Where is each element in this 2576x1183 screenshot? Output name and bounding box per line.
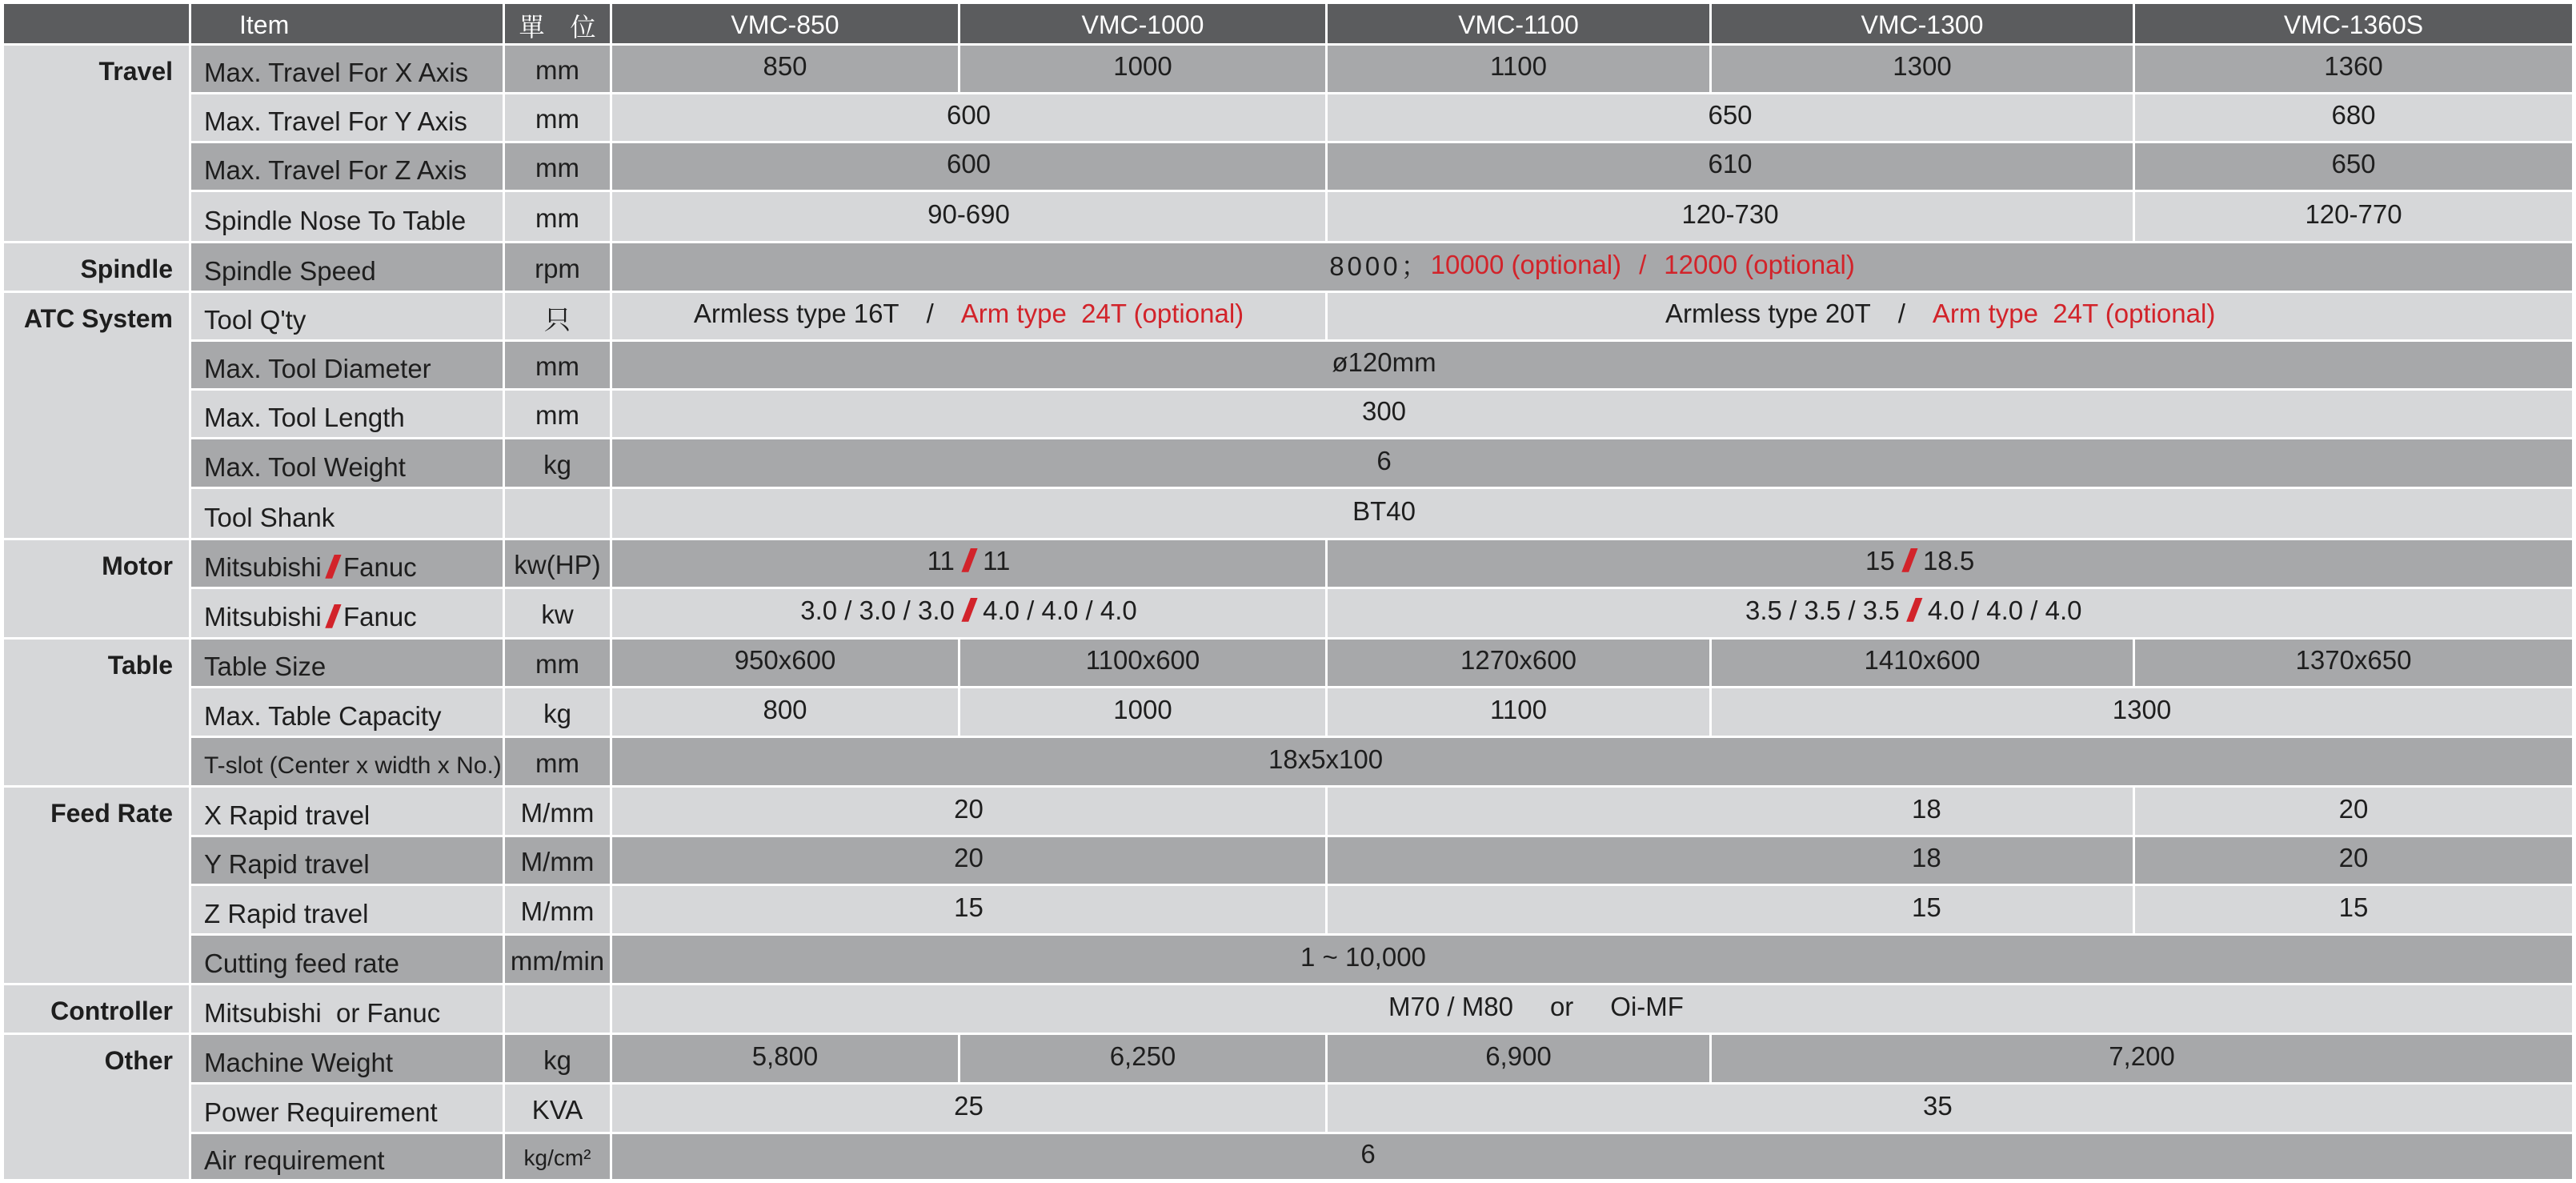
value-axis-motor-1100-1360s — [1328, 589, 2572, 637]
value-x-travel-vmc-1000: 1000 — [960, 46, 1325, 92]
category-atc-system: ATC System — [4, 293, 189, 538]
row-label-t-slot: T-slot (Center x width x No.) — [191, 738, 503, 785]
axis-motor-left-divider: // — [962, 592, 970, 628]
header-model-vmc-1100: VMC-1100 — [1328, 4, 1709, 43]
spindle-speed-base: 8000； — [1329, 251, 1431, 281]
category-spindle: Spindle — [4, 243, 189, 291]
value-air-requirement: 6 — [612, 1134, 2572, 1179]
value-power-850-1000: 25 — [612, 1085, 1325, 1132]
value-table-size-vmc-1300: 1410x600 — [1712, 640, 2133, 686]
value-table-capacity-vmc-1100: 1100 — [1328, 688, 1709, 736]
row-label-air-requirement: Air requirement — [191, 1134, 503, 1179]
axis-motor-right-divider: // — [1907, 592, 1914, 628]
row-unit-tool-qty: 只 — [505, 293, 610, 339]
value-x-rapid-1100-1300: 18 — [1328, 788, 2133, 835]
row-label-y-travel: Max. Travel For Y Axis — [191, 94, 503, 141]
row-unit-spindle-speed: rpm — [505, 243, 610, 291]
spindle-motor-left-mitsubishi: 11 — [927, 546, 955, 575]
tool-qty-right-separator: / — [1897, 299, 1905, 328]
row-label-y-rapid: Y Rapid travel — [191, 837, 503, 884]
value-spindle-nose-1360s: 120-770 — [2135, 192, 2572, 241]
value-table-capacity-vmc-850: 800 — [612, 688, 958, 736]
value-y-travel-1100-1300: 650 — [1328, 94, 2133, 141]
row-unit-table-size: mm — [505, 640, 610, 686]
spindle-motor-left-fanuc: 11 — [983, 546, 1011, 575]
row-unit-y-rapid: M/mm — [505, 837, 610, 884]
spindle-motor-divider: // — [326, 549, 333, 585]
row-unit-x-rapid: M/mm — [505, 788, 610, 835]
spindle-speed-optional-10000: 10000 (optional) — [1430, 249, 1622, 279]
row-unit-tool-weight: kg — [505, 439, 610, 487]
row-unit-controller — [505, 985, 610, 1033]
row-unit-z-rapid: M/mm — [505, 886, 610, 933]
value-spindle-motor-1100-1360s — [1328, 540, 2572, 587]
row-unit-axis-motor: kw — [505, 589, 610, 637]
value-machine-weight-1300-1360s: 7,200 — [1712, 1035, 2572, 1082]
row-label-z-travel: Max. Travel For Z Axis — [191, 143, 503, 190]
value-cutting-feed: 1 ~ 10,000 — [612, 936, 2572, 983]
value-table-size-vmc-1000: 1100x600 — [960, 640, 1325, 686]
value-machine-weight-vmc-1100: 6,900 — [1328, 1035, 1709, 1082]
row-unit-y-travel: mm — [505, 94, 610, 141]
row-label-x-rapid: X Rapid travel — [191, 788, 503, 835]
row-label-tool-shank: Tool Shank — [191, 489, 503, 538]
tool-qty-left-arm-optional: Arm type 24T (optional) — [960, 299, 1244, 328]
header-model-vmc-1300: VMC-1300 — [1712, 4, 2133, 43]
value-x-travel-vmc-1360s: 1360 — [2135, 46, 2572, 92]
value-x-rapid-1360s: 20 — [2135, 788, 2572, 835]
value-tool-diameter: ø120mm — [612, 342, 2572, 388]
axis-motor-right-fanuc: 4.0 / 4.0 / 4.0 — [1927, 596, 2082, 625]
row-unit-spindle-motor: kw(HP) — [505, 540, 610, 587]
row-label-cutting-feed: Cutting feed rate — [191, 936, 503, 983]
value-y-travel-1360s: 680 — [2135, 94, 2572, 141]
value-table-capacity-vmc-1000: 1000 — [960, 688, 1325, 736]
row-label-tool-length: Max. Tool Length — [191, 391, 503, 437]
value-x-travel-vmc-850: 850 — [612, 46, 958, 92]
row-label-z-rapid: Z Rapid travel — [191, 886, 503, 933]
value-z-travel-1360s: 650 — [2135, 143, 2572, 190]
axis-motor-right-mitsubishi: 3.5 / 3.5 / 3.5 — [1745, 596, 1900, 625]
category-feed-rate: Feed Rate — [4, 788, 189, 983]
row-label-tool-qty: Tool Q'ty — [191, 293, 503, 339]
row-label-tool-diameter: Max. Tool Diameter — [191, 342, 503, 388]
value-table-size-vmc-1100: 1270x600 — [1328, 640, 1709, 686]
value-y-rapid-850-1000: 20 — [612, 837, 1325, 884]
row-label-spindle-nose: Spindle Nose To Table — [191, 192, 503, 241]
value-tool-shank: BT40 — [612, 489, 2572, 538]
tool-qty-left-armless: Armless type 16T — [693, 299, 899, 328]
spindle-motor-fanuc: Fanuc — [343, 552, 417, 582]
value-tool-qty-850-1000 — [612, 293, 1325, 339]
value-spindle-speed — [612, 243, 2572, 291]
spindle-motor-right-divider: // — [1902, 543, 1909, 579]
value-tool-length: 300 — [612, 391, 2572, 437]
spindle-motor-right-fanuc: 18.5 — [1922, 546, 1975, 575]
value-y-rapid-1100-1300: 18 — [1328, 837, 2133, 884]
header-blank-cell — [4, 4, 189, 43]
category-motor: Motor — [4, 540, 189, 637]
row-label-tool-weight: Max. Tool Weight — [191, 439, 503, 487]
value-spindle-motor-850-1000 — [612, 540, 1325, 587]
row-unit-cutting-feed: mm/min — [505, 936, 610, 983]
value-z-rapid-1360s: 15 — [2135, 886, 2572, 933]
value-z-travel-1100-1300: 610 — [1328, 143, 2133, 190]
category-table: Table — [4, 640, 189, 785]
value-machine-weight-vmc-850: 5,800 — [612, 1035, 958, 1082]
value-tool-qty-1100-1360s — [1328, 293, 2572, 339]
row-unit-z-travel: mm — [505, 143, 610, 190]
value-table-size-vmc-1360s: 1370x650 — [2135, 640, 2572, 686]
controller-or: or — [1549, 991, 1574, 1021]
tool-qty-left-separator: / — [926, 299, 934, 328]
value-t-slot: 18x5x100 — [612, 738, 2572, 785]
header-item: Item — [191, 4, 503, 43]
spindle-speed-separator: / — [1639, 249, 1647, 279]
value-z-rapid-850-1000: 15 — [612, 886, 1325, 933]
value-z-travel-850-1000: 600 — [612, 143, 1325, 190]
axis-motor-fanuc: Fanuc — [343, 602, 417, 632]
value-controller — [612, 985, 2572, 1033]
value-table-capacity-1300-1360s: 1300 — [1712, 688, 2572, 736]
header-model-vmc-1000: VMC-1000 — [960, 4, 1325, 43]
value-axis-motor-850-1000 — [612, 589, 1325, 637]
controller-mitsubishi-models: M70 / M80 — [1388, 991, 1513, 1021]
value-z-rapid-1100-1300: 15 — [1328, 886, 2133, 933]
category-controller: Controller — [4, 985, 189, 1033]
row-unit-tool-diameter: mm — [505, 342, 610, 388]
value-x-travel-vmc-1100: 1100 — [1328, 46, 1709, 92]
row-label-machine-weight: Machine Weight — [191, 1035, 503, 1082]
value-spindle-nose-850-1000: 90-690 — [612, 192, 1325, 241]
value-table-size-vmc-850: 950x600 — [612, 640, 958, 686]
row-unit-air-requirement: kg/cm² — [505, 1134, 610, 1179]
axis-motor-left-mitsubishi: 3.0 / 3.0 / 3.0 — [800, 596, 955, 625]
row-unit-tool-shank — [505, 489, 610, 538]
spindle-motor-left-divider: // — [962, 543, 970, 579]
tool-qty-right-arm-optional: Arm type 24T (optional) — [1932, 299, 2216, 328]
value-x-rapid-850-1000: 20 — [612, 788, 1325, 835]
row-label-controller: Mitsubishi or Fanuc — [191, 985, 503, 1033]
spindle-speed-optional-12000: 12000 (optional) — [1664, 249, 1855, 279]
category-travel: Travel — [4, 46, 189, 241]
tool-qty-right-armless: Armless type 20T — [1665, 299, 1871, 328]
row-unit-t-slot: mm — [505, 738, 610, 785]
header-model-vmc-850: VMC-850 — [612, 4, 958, 43]
row-label-axis-motor — [191, 589, 503, 637]
axis-motor-mitsubishi: Mitsubishi — [204, 602, 322, 632]
value-power-1100-1360s: 35 — [1328, 1085, 2572, 1132]
row-label-table-size: Table Size — [191, 640, 503, 686]
row-unit-power-requirement: KVA — [505, 1085, 610, 1132]
row-unit-machine-weight: kg — [505, 1035, 610, 1082]
value-x-travel-vmc-1300: 1300 — [1712, 46, 2133, 92]
value-spindle-nose-1100-1300: 120-730 — [1328, 192, 2133, 241]
value-y-rapid-1360s: 20 — [2135, 837, 2572, 884]
value-y-travel-850-1000: 600 — [612, 94, 1325, 141]
row-label-spindle-speed: Spindle Speed — [191, 243, 503, 291]
row-unit-table-capacity: kg — [505, 688, 610, 736]
header-unit: 單 位 — [505, 4, 610, 43]
spindle-motor-mitsubishi: Mitsubishi — [204, 552, 322, 582]
value-tool-weight: 6 — [612, 439, 2572, 487]
row-label-power-requirement: Power Requirement — [191, 1085, 503, 1132]
row-label-table-capacity: Max. Table Capacity — [191, 688, 503, 736]
row-unit-spindle-nose: mm — [505, 192, 610, 241]
axis-motor-left-fanuc: 4.0 / 4.0 / 4.0 — [983, 596, 1137, 625]
row-unit-tool-length: mm — [505, 391, 610, 437]
axis-motor-divider: // — [326, 599, 333, 635]
row-label-x-travel: Max. Travel For X Axis — [191, 46, 503, 92]
header-model-vmc-1360s: VMC-1360S — [2135, 4, 2572, 43]
category-other: Other — [4, 1035, 189, 1179]
controller-fanuc-model: Oi-MF — [1610, 991, 1684, 1021]
spindle-motor-right-mitsubishi: 15 — [1865, 546, 1895, 575]
value-machine-weight-vmc-1000: 6,250 — [960, 1035, 1325, 1082]
row-label-spindle-motor — [191, 540, 503, 587]
row-unit-x-travel: mm — [505, 46, 610, 92]
